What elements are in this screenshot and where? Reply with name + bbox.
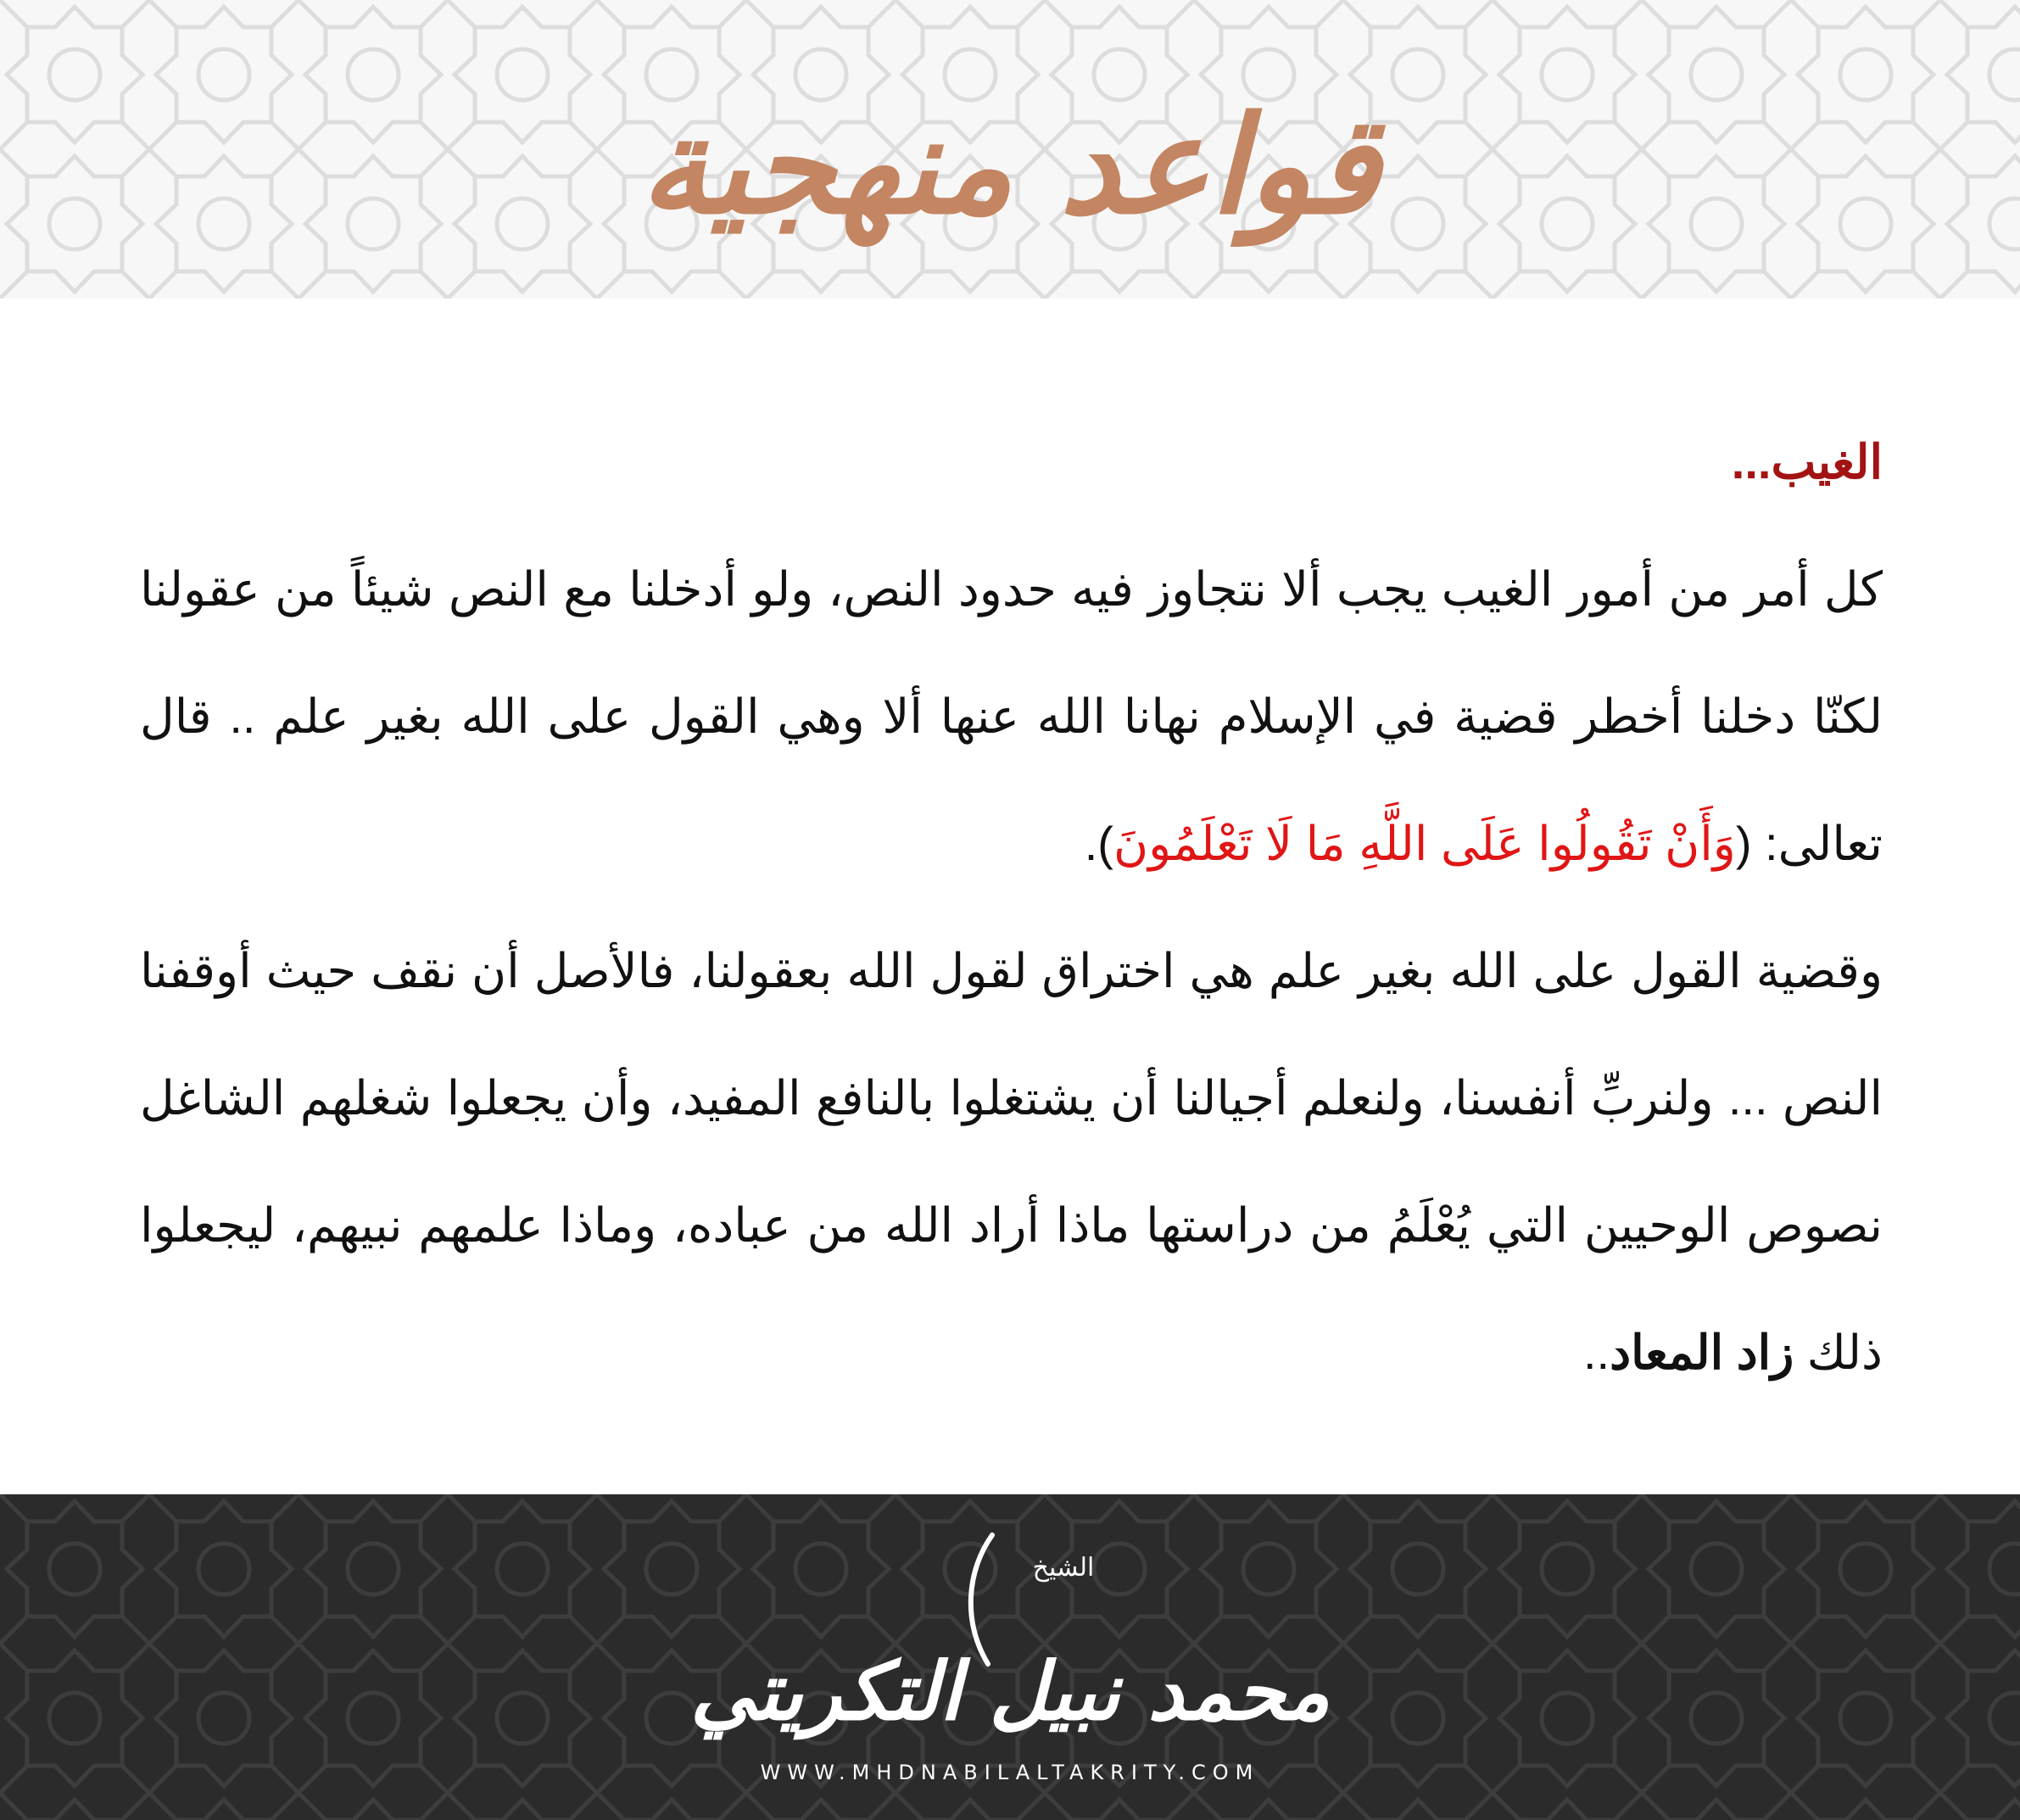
header-banner — [0, 0, 2020, 299]
signature-title: الشيخ — [1032, 1553, 1095, 1583]
article-title: الغيب... — [1731, 435, 1883, 488]
paragraph-2-end: .. — [1583, 1326, 1610, 1379]
paragraph-1-text: كل أمر من أمور الغيب يجب ألا نتجاوز فيه حدود النص، ولو أدخلنا مع النص شيئاً من عقولنا لكنّا دخلنا أخطر قضية في الإسلام نهانا الله عنها ألا وهي القول على الله بغير علم .. قال تعالى: ( — [140, 562, 1883, 870]
bold-phrase: زاد المعاد — [1610, 1326, 1794, 1379]
signature-name: محمد نبيل التكريتي — [689, 1645, 1331, 1739]
header-logo — [0, 0, 2020, 299]
quran-verse: وَأَنْ تَقُولُوا عَلَى اللَّهِ مَا لَا تَعْلَمُونَ — [1113, 817, 1736, 870]
signature-logo — [0, 1494, 2020, 1820]
paragraph-1-end: ). — [1084, 817, 1113, 870]
paragraph-1 — [140, 526, 1883, 907]
footer-banner — [0, 1494, 2020, 1820]
paragraph-2-text: وقضية القول على الله بغير علم هي اختراق لقول الله بعقولنا، فالأصل أن نقف حيث أوقفنا النص ... ولنربِّ أنفسنا، ولنعلم أجيالنا أن يشتغلوا بالنافع المفيد، وأن يجعلوا شغلهم الشاغل نصوص الوحيين التي يُعْلَمُ من دراستها ماذا أراد الله من عباده، وماذا علمهم نبيهم، ليجعلوا ذلك — [140, 944, 1883, 1379]
website-url: WWW.MHDNABILALTAKRITY.COM — [760, 1761, 1260, 1784]
paragraph-2 — [140, 907, 1883, 1416]
article-body — [140, 399, 1883, 1416]
header-logo-text: قواعد منهجية — [639, 87, 1381, 244]
